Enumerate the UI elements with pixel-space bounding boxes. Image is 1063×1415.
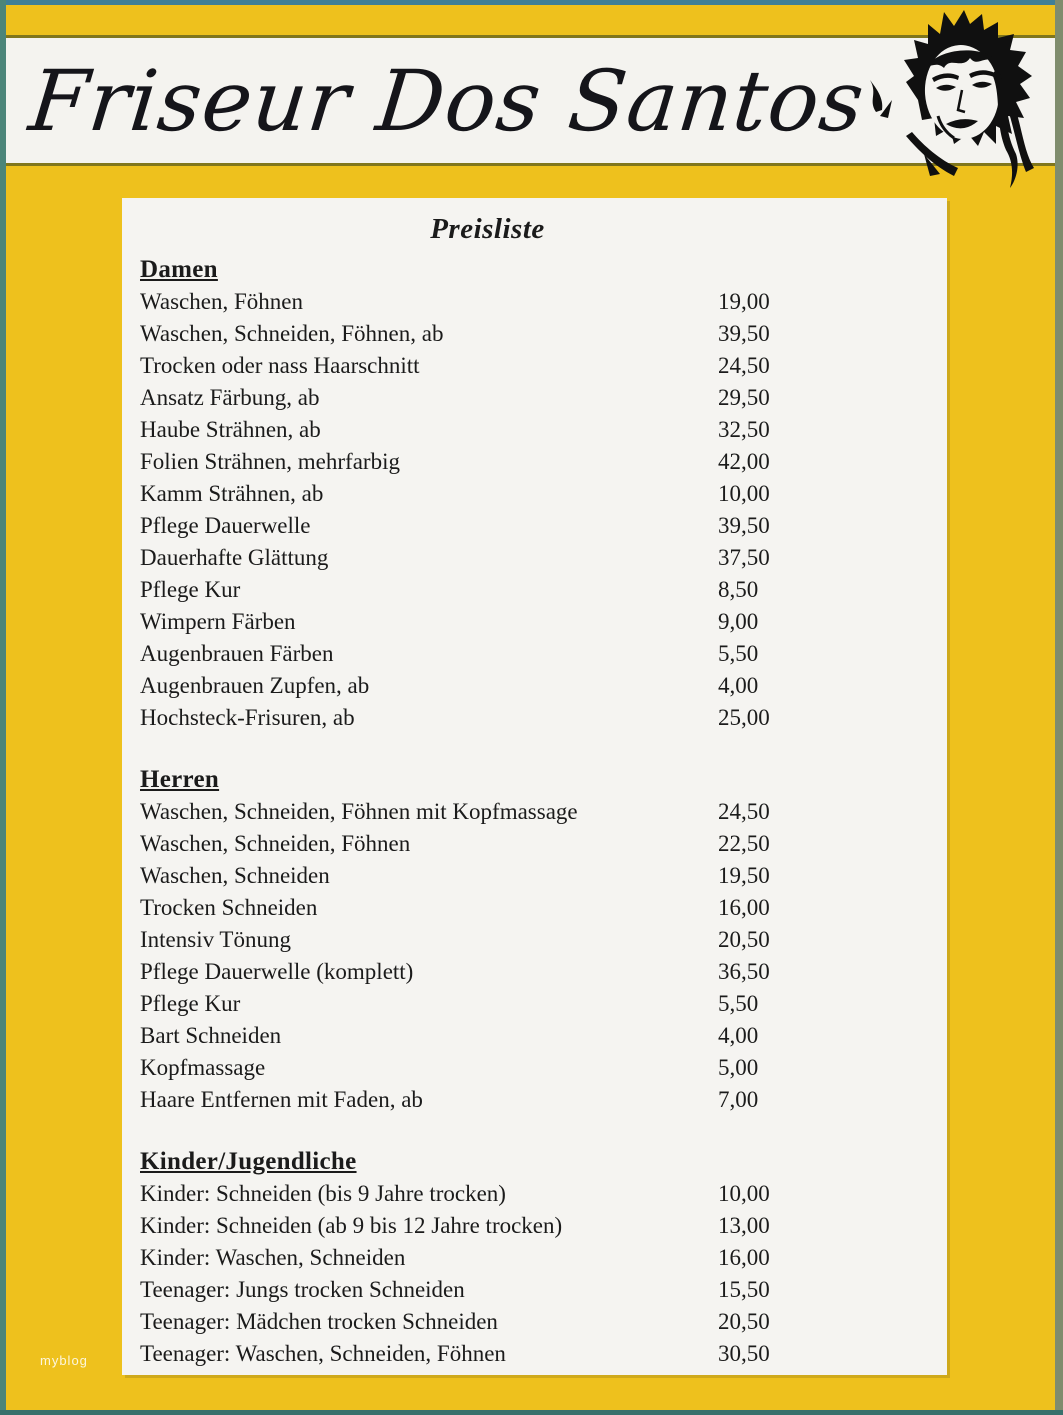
service-label: Hochsteck-Frisuren, ab xyxy=(140,705,355,730)
service-label: Teenager: Mädchen trocken Schneiden xyxy=(140,1309,498,1334)
service-label: Teenager: Waschen, Schneiden, Föhnen xyxy=(140,1341,506,1366)
service-price: 19,00 xyxy=(718,289,770,314)
service-price: 15,50 xyxy=(718,1277,770,1302)
service-price: 20,50 xyxy=(718,927,770,952)
service-label: Waschen, Schneiden, Föhnen xyxy=(140,831,411,856)
service-label: Pflege Dauerwelle (komplett) xyxy=(140,959,414,984)
service-price: 16,00 xyxy=(718,895,770,920)
price-row xyxy=(140,606,947,638)
price-row xyxy=(140,796,947,828)
section-header: Kinder/Jugendliche xyxy=(140,1148,357,1175)
section-header: Damen xyxy=(140,256,218,283)
service-price: 42,00 xyxy=(718,449,770,474)
price-row xyxy=(140,318,947,350)
service-label: Folien Strähnen, mehrfarbig xyxy=(140,449,400,474)
service-label: Haare Entfernen mit Faden, ab xyxy=(140,1087,423,1112)
price-section xyxy=(140,1146,947,1370)
price-row xyxy=(140,860,947,892)
service-label: Kopfmassage xyxy=(140,1055,266,1080)
service-label: Kamm Strähnen, ab xyxy=(140,481,324,506)
price-list-panel xyxy=(122,198,947,1375)
brand-title: Friseur Dos Santos xyxy=(24,52,870,150)
price-row xyxy=(140,892,947,924)
price-row xyxy=(140,478,947,510)
service-price: 10,00 xyxy=(718,481,770,506)
service-label: Pflege Kur xyxy=(140,991,241,1016)
price-row xyxy=(140,1178,947,1210)
bottom-border xyxy=(0,1410,1063,1415)
service-price: 13,00 xyxy=(718,1213,770,1238)
price-row xyxy=(140,1338,947,1370)
price-row xyxy=(140,1306,947,1338)
service-label: Ansatz Färbung, ab xyxy=(140,385,320,410)
service-price: 8,50 xyxy=(718,577,759,602)
price-row xyxy=(140,1084,947,1116)
service-price: 37,50 xyxy=(718,545,770,570)
left-border xyxy=(0,0,6,1415)
service-price: 5,00 xyxy=(718,1055,759,1080)
service-price: 30,50 xyxy=(718,1341,770,1366)
price-row xyxy=(140,510,947,542)
service-label: Waschen, Schneiden, Föhnen, ab xyxy=(140,321,444,346)
price-row xyxy=(140,702,947,734)
right-border xyxy=(1055,0,1063,1415)
service-label: Pflege Kur xyxy=(140,577,241,602)
service-label: Kinder: Schneiden (ab 9 bis 12 Jahre trocken) xyxy=(140,1213,563,1238)
service-label: Dauerhafte Glättung xyxy=(140,545,329,570)
section-header: Herren xyxy=(140,766,220,793)
service-label: Kinder: Waschen, Schneiden xyxy=(140,1245,406,1270)
service-label: Trocken Schneiden xyxy=(140,895,318,920)
service-label: Waschen, Schneiden xyxy=(140,863,330,888)
service-price: 25,00 xyxy=(718,705,770,730)
price-row xyxy=(140,1210,947,1242)
price-row xyxy=(140,382,947,414)
service-price: 5,50 xyxy=(718,991,759,1016)
service-label: Intensiv Tönung xyxy=(140,927,291,952)
price-row xyxy=(140,350,947,382)
service-price: 36,50 xyxy=(718,959,770,984)
page-title: Preisliste xyxy=(430,213,545,245)
price-row xyxy=(140,286,947,318)
price-section xyxy=(140,254,947,734)
service-label: Teenager: Jungs trocken Schneiden xyxy=(140,1277,465,1302)
service-price: 24,50 xyxy=(718,799,770,824)
service-price: 20,50 xyxy=(718,1309,770,1334)
service-label: Waschen, Schneiden, Föhnen mit Kopfmassage xyxy=(140,799,578,824)
service-label: Wimpern Färben xyxy=(140,609,296,634)
service-price: 7,00 xyxy=(718,1087,759,1112)
service-price: 32,50 xyxy=(718,417,770,442)
price-row xyxy=(140,670,947,702)
price-row xyxy=(140,1020,947,1052)
price-row xyxy=(140,1052,947,1084)
service-label: Pflege Dauerwelle xyxy=(140,513,311,538)
price-row xyxy=(140,414,947,446)
service-price: 9,00 xyxy=(718,609,759,634)
service-label: Kinder: Schneiden (bis 9 Jahre trocken) xyxy=(140,1181,506,1206)
service-price: 29,50 xyxy=(718,385,770,410)
watermark: myblog xyxy=(40,1353,88,1368)
price-row xyxy=(140,1274,947,1306)
price-sections xyxy=(140,254,947,1370)
price-row xyxy=(140,638,947,670)
service-label: Augenbrauen Zupfen, ab xyxy=(140,673,370,698)
service-price: 4,00 xyxy=(718,673,759,698)
service-price: 10,00 xyxy=(718,1181,770,1206)
service-label: Waschen, Föhnen xyxy=(140,289,303,314)
price-row xyxy=(140,574,947,606)
price-row xyxy=(140,542,947,574)
service-price: 5,50 xyxy=(718,641,759,666)
service-price: 24,50 xyxy=(718,353,770,378)
price-row xyxy=(140,828,947,860)
service-label: Bart Schneiden xyxy=(140,1023,282,1048)
service-price: 16,00 xyxy=(718,1245,770,1270)
price-row xyxy=(140,446,947,478)
service-price: 19,50 xyxy=(718,863,770,888)
service-price: 4,00 xyxy=(718,1023,759,1048)
service-price: 39,50 xyxy=(718,513,770,538)
service-label: Haube Strähnen, ab xyxy=(140,417,321,442)
service-price: 22,50 xyxy=(718,831,770,856)
woman-portrait-icon xyxy=(866,4,1048,192)
service-label: Augenbrauen Färben xyxy=(140,641,334,666)
price-section xyxy=(140,764,947,1116)
service-price: 39,50 xyxy=(718,321,770,346)
price-row xyxy=(140,956,947,988)
service-label: Trocken oder nass Haarschnitt xyxy=(140,353,420,378)
price-row xyxy=(140,1242,947,1274)
price-row xyxy=(140,924,947,956)
price-row xyxy=(140,988,947,1020)
